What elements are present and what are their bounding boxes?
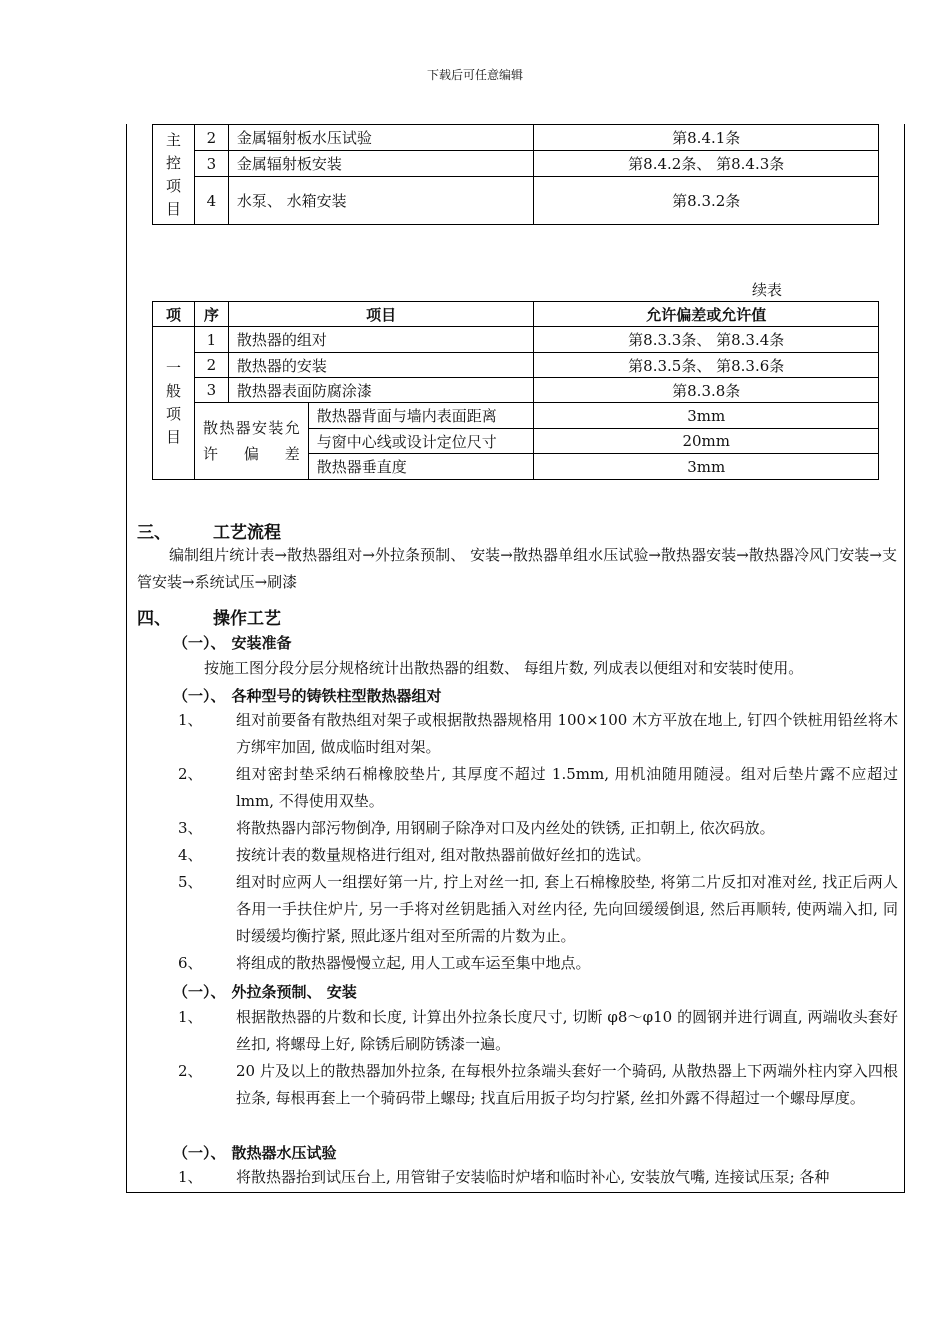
list-item: 1、 根据散热器的片数和长度, 计算出外拉条长度尺寸, 切断 φ8～φ10 的圆钢并进行调直, 两端收头套好丝扣, 将螺母上好, 除锈后刷防锈漆一遍。	[178, 1008, 898, 1053]
row-no: 2	[194, 125, 228, 151]
main-control-table	[152, 124, 879, 225]
header-col3: 项目	[228, 302, 534, 327]
row-no: 4	[194, 177, 228, 225]
list-item: 1、 组对前要备有散热组对架子或根据散热器规格用 100×100 木方平放在地上, 钉四个铁桩用铅丝将木方绑牢加固, 做成临时组对架。	[178, 711, 898, 756]
sub-row-item: 与窗中心线或设计定位尺寸	[308, 429, 534, 454]
section3-body: 编制组片统计表→散热器组对→外拉条预制、 安装→散热器单组水压试验→散热器安装→散热器冷风门安装→支管安装→系统试压→刷漆	[137, 546, 897, 591]
list-item: 6、 将组成的散热器慢慢立起, 用人工或车运至集中地点。	[178, 954, 591, 972]
header-col2: 序	[194, 302, 228, 327]
row-item: 金属辐射板安装	[228, 151, 534, 177]
sub-group-label: 散热器安装允许偏差	[194, 403, 308, 480]
row-item: 水泵、 水箱安装	[228, 177, 534, 225]
row-value: 第8.4.1条	[534, 125, 879, 151]
section3-title: 工艺流程	[213, 523, 281, 543]
sub1-body: 按施工图分段分层分规格统计出散热器的组数、 每组片数, 列成表以便组对和安装时使用。	[204, 659, 804, 677]
continued-label: 续表	[752, 281, 783, 299]
group-label-general: 一 般 项 目	[153, 327, 195, 480]
page-header: 下载后可任意编辑	[426, 68, 523, 82]
section3-num: 三、	[137, 523, 171, 543]
section4-title: 操作工艺	[213, 609, 281, 629]
list-item: 2、 20 片及以上的散热器加外拉条, 在每根外拉条端头套好一个骑码, 从散热器上下两端外柱内穿入四根拉条, 每根再套上一个骑码带上螺母; 找直后用扳子均匀拧紧, 丝扣外露不得超过一个螺母厚度。	[178, 1062, 898, 1107]
row-item: 散热器的安装	[228, 353, 534, 378]
header-col4: 允许偏差或允许值	[534, 302, 879, 327]
row-value: 第8.4.2条、 第8.4.3条	[534, 151, 879, 177]
general-items-table	[152, 301, 879, 480]
list-item: 4、 按统计表的数量规格进行组对, 组对散热器前做好丝扣的选试。	[178, 846, 651, 864]
subheading-1: （一）、 安装准备	[173, 634, 292, 652]
subheading-2: （一）、 各种型号的铸铁柱型散热器组对	[173, 687, 442, 705]
row-no: 2	[194, 353, 228, 378]
row-value: 第8.3.5条、 第8.3.6条	[534, 353, 879, 378]
list-item: 3、 将散热器内部污物倒净, 用钢刷子除净对口及内丝处的铁锈, 正扣朝上, 依次码放。	[178, 819, 775, 837]
sub-row-item: 散热器背面与墙内表面距离	[308, 403, 534, 429]
row-no: 3	[194, 378, 228, 403]
sub-row-value: 20mm	[534, 429, 879, 454]
sub-row-item: 散热器垂直度	[308, 454, 534, 480]
row-value: 第8.3.3条、 第8.3.4条	[534, 327, 879, 353]
row-no: 3	[194, 151, 228, 177]
sub-row-value: 3mm	[534, 403, 879, 429]
subheading-4: （一）、 散热器水压试验	[173, 1144, 337, 1162]
list-item: 2、 组对密封垫采纳石棉橡胶垫片, 其厚度不超过 1.5mm, 用机油随用随浸。组对后垫片露不应超过 lmm, 不得使用双垫。	[178, 765, 898, 810]
list-item: 1、 将散热器抬到试压台上, 用管钳子安装临时炉堵和临时补心, 安装放气嘴, 连接试压泵; 各种	[178, 1168, 830, 1186]
row-item: 散热器表面防腐涂漆	[228, 378, 534, 403]
sub-row-value: 3mm	[534, 454, 879, 480]
row-value: 第8.3.8条	[534, 378, 879, 403]
section4-num: 四、	[137, 609, 171, 629]
row-no: 1	[194, 327, 228, 353]
section3-heading	[137, 518, 281, 543]
row-item: 散热器的组对	[228, 327, 534, 353]
header-col1: 项	[153, 302, 195, 327]
row-value: 第8.3.2条	[534, 177, 879, 225]
group-label-main: 主 控 项 目	[153, 125, 195, 225]
list-item: 5、 组对时应两人一组摆好第一片, 拧上对丝一扣, 套上石棉橡胶垫, 将第二片反扣对准对丝, 找正后两人各用一手扶住炉片, 另一手将对丝钥匙插入对丝内径, 先向回缓缓倒退, 然后再顺转, 使两端入扣, 同时缓缓均衡拧紧, 照此逐片组对至所需的片数为止。	[178, 873, 898, 945]
section4-heading	[137, 604, 281, 629]
row-item: 金属辐射板水压试验	[228, 125, 534, 151]
subheading-3: （一）、 外拉条预制、 安装	[173, 983, 357, 1001]
